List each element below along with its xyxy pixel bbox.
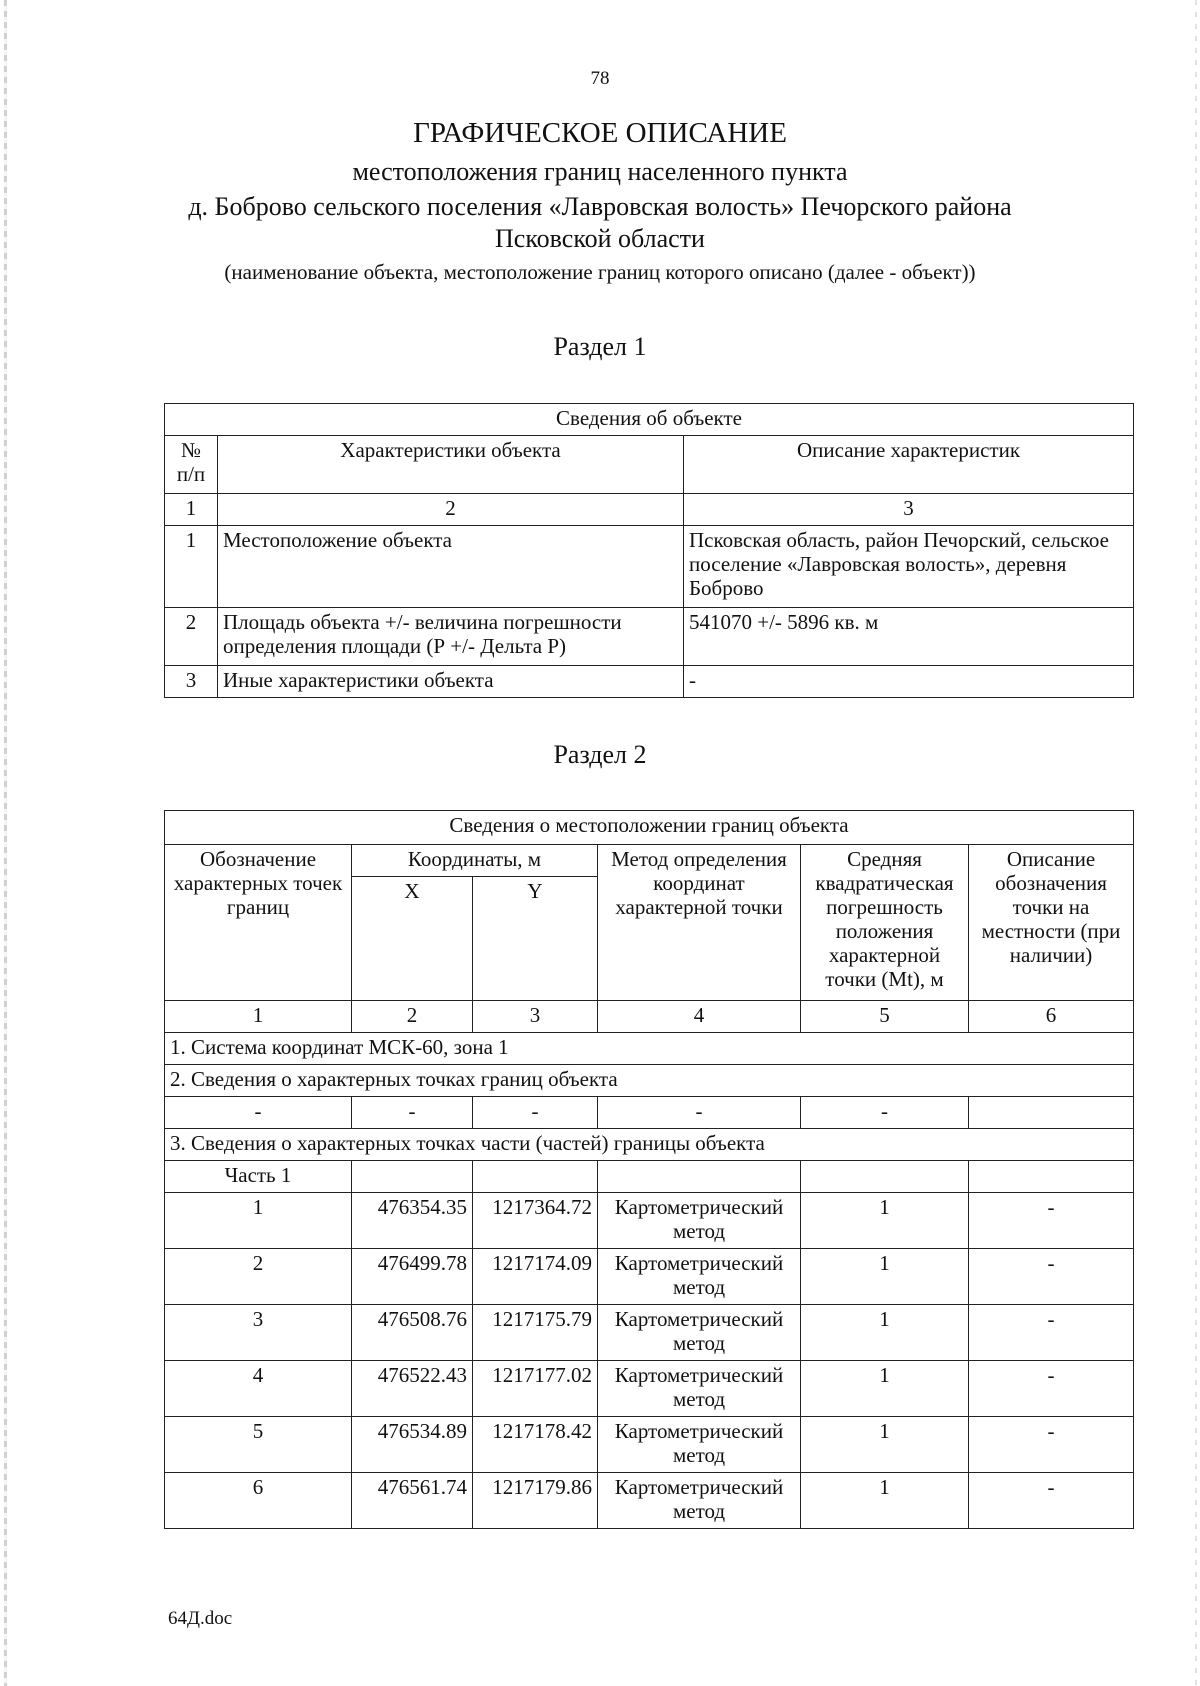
blank-cell (598, 1161, 801, 1193)
scan-edge-right (1195, 0, 1197, 1686)
empty-points-row (165, 1097, 1134, 1129)
description-cell: - (684, 666, 1134, 698)
blank-cell (473, 1161, 598, 1193)
point-id: 1 (165, 1193, 352, 1249)
point-id: 2 (165, 1249, 352, 1305)
table-row (165, 666, 1134, 698)
object-info-table (164, 403, 1134, 698)
boundary-points-table (164, 810, 1134, 1529)
points-section-row: 2. Сведения о характерных точках границ объекта (165, 1065, 1134, 1097)
object-name-line-1: д. Боброво сельского поселения «Лавровская волость» Печорского района (188, 192, 1012, 221)
table-row (165, 526, 1134, 608)
column-number: 2 (352, 1001, 473, 1033)
point-id: 5 (165, 1417, 352, 1473)
column-header-characteristic: Характеристики объекта (218, 436, 684, 494)
empty-cell: - (598, 1097, 801, 1129)
column-number: 1 (165, 494, 218, 526)
point-method: Картометрический метод (598, 1193, 801, 1249)
row-number: 3 (165, 666, 218, 698)
object-note: (наименование объекта, местоположение границ которого описано (далее - объект)) (224, 260, 976, 284)
file-name-footer: 64Д.doc (168, 1608, 233, 1629)
point-y: 1217178.42 (473, 1417, 598, 1473)
column-numbering-row (165, 494, 1134, 526)
point-description: - (969, 1361, 1134, 1417)
empty-cell (969, 1097, 1134, 1129)
characteristic-cell: Иные характеристики объекта (218, 666, 684, 698)
column-number: 5 (801, 1001, 969, 1033)
point-x: 476508.76 (352, 1305, 473, 1361)
point-id: 6 (165, 1473, 352, 1529)
column-header-designation: Обозначение характерных точек границ (165, 845, 352, 1001)
boundary-points-table-title: Сведения о местоположении границ объекта (165, 811, 1134, 845)
point-id: 3 (165, 1305, 352, 1361)
row-number: 2 (165, 608, 218, 666)
empty-cell: - (352, 1097, 473, 1129)
column-number: 6 (969, 1001, 1134, 1033)
column-header-method: Метод определения координат характерной точки (598, 845, 801, 1001)
object-info-table-title: Сведения об объекте (165, 404, 1134, 436)
column-header-error: Средняя квадратическая погрешность положения характерной точки (Mt), м (801, 845, 969, 1001)
part-label-row (165, 1161, 1134, 1193)
point-x: 476561.74 (352, 1473, 473, 1529)
point-method: Картометрический метод (598, 1361, 801, 1417)
point-x: 476534.89 (352, 1417, 473, 1473)
point-row (165, 1417, 1134, 1473)
point-y: 1217364.72 (473, 1193, 598, 1249)
point-id: 4 (165, 1361, 352, 1417)
point-description: - (969, 1249, 1134, 1305)
parts-section-row: 3. Сведения о характерных точках части (частей) границы объекта (165, 1129, 1134, 1161)
blank-cell (352, 1161, 473, 1193)
section-1-heading: Раздел 1 (553, 332, 647, 361)
column-numbering-row (165, 1001, 1134, 1033)
point-description: - (969, 1193, 1134, 1249)
point-y: 1217177.02 (473, 1361, 598, 1417)
point-y: 1217175.79 (473, 1305, 598, 1361)
column-header-point-description: Описание обозначения точки на местности (при наличии) (969, 845, 1134, 1001)
point-row (165, 1473, 1134, 1529)
page-number: 78 (590, 68, 610, 89)
point-x: 476499.78 (352, 1249, 473, 1305)
column-header-description: Описание характеристик (684, 436, 1134, 494)
column-header-x: X (352, 877, 473, 1001)
column-number: 3 (684, 494, 1134, 526)
point-error: 1 (801, 1473, 969, 1529)
point-row (165, 1361, 1134, 1417)
empty-cell: - (165, 1097, 352, 1129)
section-2-heading: Раздел 2 (553, 740, 647, 769)
part-label: Часть 1 (165, 1161, 352, 1193)
description-cell: Псковская область, район Печорский, сельское поселение «Лавровская волость», деревня Боброво (684, 526, 1134, 608)
point-row (165, 1249, 1134, 1305)
row-number: 1 (165, 526, 218, 608)
empty-cell: - (801, 1097, 969, 1129)
blank-cell (801, 1161, 969, 1193)
point-y: 1217179.86 (473, 1473, 598, 1529)
empty-cell: - (473, 1097, 598, 1129)
description-cell: 541070 +/- 5896 кв. м (684, 608, 1134, 666)
characteristic-cell: Местоположение объекта (218, 526, 684, 608)
point-row (165, 1305, 1134, 1361)
point-x: 476354.35 (352, 1193, 473, 1249)
point-method: Картометрический метод (598, 1417, 801, 1473)
column-header-y: Y (473, 877, 598, 1001)
point-y: 1217174.09 (473, 1249, 598, 1305)
column-header-number: № п/п (165, 436, 218, 494)
point-error: 1 (801, 1361, 969, 1417)
column-header-coordinates: Координаты, м (352, 845, 598, 877)
point-error: 1 (801, 1305, 969, 1361)
point-method: Картометрический метод (598, 1249, 801, 1305)
coordinate-system-row: 1. Система координат МСК-60, зона 1 (165, 1033, 1134, 1065)
point-description: - (969, 1473, 1134, 1529)
column-number: 1 (165, 1001, 352, 1033)
point-method: Картометрический метод (598, 1473, 801, 1529)
column-number: 2 (218, 494, 684, 526)
column-number: 4 (598, 1001, 801, 1033)
point-method: Картометрический метод (598, 1305, 801, 1361)
document-subtitle: местоположения границ населенного пункта (352, 157, 848, 186)
point-error: 1 (801, 1417, 969, 1473)
point-row (165, 1193, 1134, 1249)
point-description: - (969, 1305, 1134, 1361)
blank-cell (969, 1161, 1134, 1193)
object-name-line-2: Псковской области (495, 224, 705, 253)
column-number: 3 (473, 1001, 598, 1033)
point-error: 1 (801, 1249, 969, 1305)
point-x: 476522.43 (352, 1361, 473, 1417)
characteristic-cell: Площадь объекта +/- величина погрешности определения площади (Р +/- Дельта Р) (218, 608, 684, 666)
point-description: - (969, 1417, 1134, 1473)
point-error: 1 (801, 1193, 969, 1249)
scan-edge-left (4, 0, 7, 1686)
title-block (100, 116, 1100, 286)
document-title: ГРАФИЧЕСКОЕ ОПИСАНИЕ (413, 117, 787, 149)
table-row (165, 608, 1134, 666)
